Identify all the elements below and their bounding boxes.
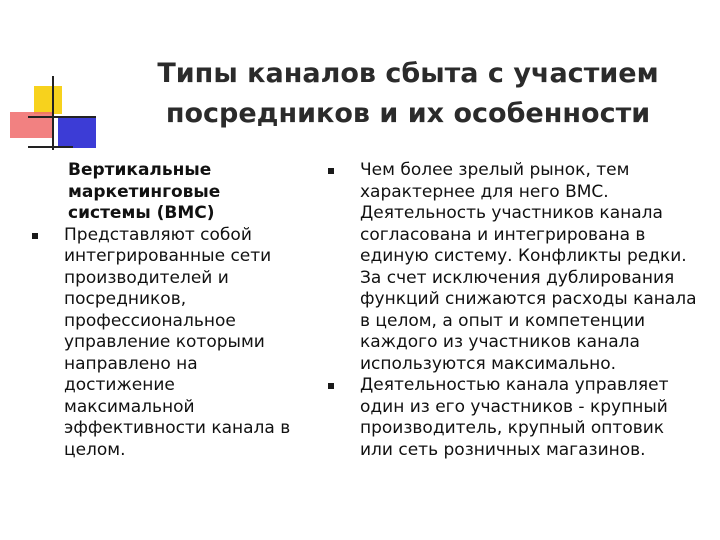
bullet-icon <box>32 233 38 239</box>
right-bullet-item <box>326 160 702 375</box>
decor-horizontal-line-lower <box>28 146 73 148</box>
left-bullet-item <box>30 225 300 462</box>
right-bullet-text: Деятельностью канала управляет один из его участников - крупный производитель, крупный оптовик или сеть розничных магазинов. <box>360 375 669 460</box>
right-bullet-item <box>326 375 702 461</box>
left-heading: Вертикальные маркетинговые системы (ВМС) <box>68 160 221 223</box>
bullet-icon <box>328 168 334 174</box>
bullet-icon <box>328 383 334 389</box>
decor-yellow-square <box>34 86 62 114</box>
decor-horizontal-line <box>28 116 96 118</box>
decor-vertical-line <box>52 76 54 150</box>
right-column <box>326 160 702 461</box>
left-column <box>30 160 300 461</box>
left-bullet-text: Представляют собой интегрированные сети производителей и посредников, профессиональное управление которыми направлено на достижение максимальной эффективности канала в целом. <box>64 224 291 460</box>
decor-blue-square <box>58 118 96 148</box>
slide-title: Типы каналов сбыта с участием посредников и их особенности <box>157 58 659 129</box>
right-bullet-text: Чем более зрелый рынок, тем характернее для него ВМС. Деятельность участников канала согласована и интегрирована в единую систему. Конфликты редки. За счет исключения дублирования функций снижаются расходы канала в целом, а опыт и компетенции каждого из участников канала используются максимально. <box>360 160 697 374</box>
